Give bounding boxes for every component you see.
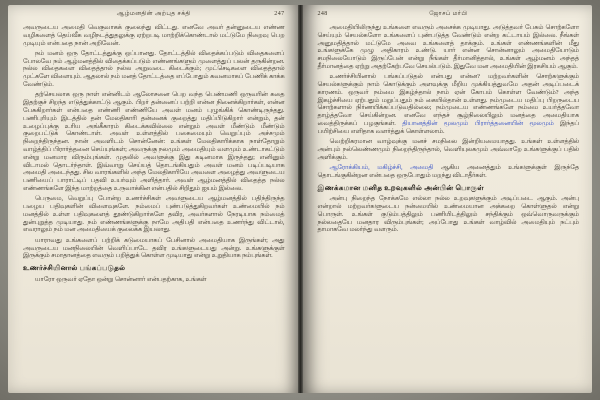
right-page-number: 248: [317, 11, 328, 17]
left-page: [8, 5, 298, 393]
paragraph: யாராவது உங்களைப் பற்றிக் கடுமையாகப் பேசினால் அமைதியாக இருங்கள்; அது அவருடைய மனநிலையின் வெளிப்பாடே தவிர உங்களுடையது அன்று. உங்களுக்குள் இருக்கும் சமாதானத்தை எவரும் பறித்துக் கொள்ள முடியாது என்று உறுதியாக நம்புங்கள்.: [23, 236, 285, 260]
paragraph: அமைதியிலிருந்து உங்களை எவரும் அசைக்க முடியாது. அடுத்தவர் பேசும் சொற்களோ செய்யும் செயல்களோ உங்களைப் புண்படுத்த வேண்டும் என்ற கட்டாயம் இல்லை. நீங்கள் அனுமதித்தால் மட்டுமே அவை உங்களைத் தாக்கும். உங்கள் எண்ணங்களின் மீது உங்களுக்கே முழு அதிகாரம் உண்டு. யார் என்ன சொன்னாலும் அமைதியோடும் சமநிலையோடும் இருப்பேன் என்று நீங்கள் தீர்மானித்தால், உங்கள் ஆழ்மனம் அந்தத் தீர்மானத்தை ஏற்று அதற்கேற்பவே செயல்படும். இதுவே மன அமைதியின் இரகசியம் ஆகும்.: [317, 24, 579, 70]
page-gutter: [298, 5, 303, 393]
paragraph: யாரோ ஒருவர் ஏதோ ஒன்று சொன்னார் என்பதற்காக, உங்கள்: [35, 275, 207, 283]
right-header-title: ஜோசப் மர்பி: [429, 11, 468, 17]
paragraph-text: இந்தப் பயிற்சியை எளிதாக வளர்த்துக் கொள்ளலாம்.: [317, 120, 579, 135]
paragraph: [318, 164, 580, 180]
paragraph: வெற்றிகரமான வாழ்வுக்கு மனச் சமநிலை இன்றியமையாதது. உங்கள் உள்ளத்தில் அன்பும் நல்லெண்ணமும் நிறைந்திருந்தால், வெளியுலகமும் அவ்வாறே உங்களுக்குப் பதில் அளிக்கும்.: [317, 138, 579, 161]
left-page-number: 247: [274, 11, 285, 17]
highlighted-text: தியானத்தின் மூலமும் பிரார்த்தனையின் மூலமும்: [402, 120, 554, 128]
right-page-content: [303, 5, 593, 241]
paragraph: தற்செயலாக ஒரு நாள் என்னிடம் ஆலோசனை பெற வந்த பெண்மணி ஒருவரின் கதை இதற்குச் சிறந்த எடுத்துக்காட்டு ஆகும். பிறர் தன்னைப் பற்றி என்ன நினைக்கிறார்கள், என்ன பேசுகிறார்கள் என்பதை எண்ணி எண்ணியே அவள் மனம் புழுங்கிக் கொண்டிருந்தது. பணிபுரியும் இடத்தில் தன் மேலதிகாரி தன்னைக் குறைத்து மதிப்பிடுகிறார் என்றும், தன் உழைப்புக்கு உரிய அங்கீகாரம் கிடைக்கவில்லை என்றும் அவள் மீண்டும் மீண்டும் குறைபட்டுக் கொண்டாள். அவள் உள்ளத்தில் பகைமையும் வெறுப்பும் அச்சமும் நிறைந்திருந்தன. நான் அவளிடம் சொன்னேன்: உங்கள் மேலதிகாரிக்காக நாள்தோறும் வாழ்த்திப் பிரார்த்தனை செய்யுங்கள்; அவருக்கு நலமும் அமைதியும் வளமும் உண்டாகட்டும் என்று மனமார விரும்புங்கள். முதலில் அவளுக்கு இது கடினமாக இருந்தது; எனினும் விடாமல் தொடர்ந்தாள். இவ்வாறு செய்யத் தொடங்கியதும் அவள் மனம் படிப்படியாக அமைதி அடைந்தது. சில வாரங்களில் அந்த மேலதிகாரியே அவளை அழைத்து அவளுடைய பணியைப் பாராட்டிப் பதவி உயர்வும் அளித்தார். அவள் ஆழ்மனத்தில் விதைத்த நல்ல எண்ணங்களே இந்த மாற்றத்தை உருவாக்கின என்பதில் சிறிதும் ஐயம் இல்லை.: [23, 91, 285, 192]
section-heading: உணர்ச்சியினால் பங்கப்படுதல்: [23, 264, 126, 273]
right-body-text: [318, 24, 580, 234]
paragraph: [318, 73, 580, 135]
section-heading: இணக்கமான மனித உறவுகளில் அன்பின் பொருள்: [317, 183, 484, 192]
left-page-content: [8, 5, 298, 290]
right-page: [303, 5, 593, 393]
paragraph-text: உணர்ச்சியினால் பங்கப்படுதல் என்பது என்ன? மற்றவர்களின் சொற்களுக்கும் செயல்களுக்கும் நாம் கொடுக்கும் அளவுக்கு மீறிய முக்கியத்துவமே அதன் அடிப்படைக் காரணம். ஒருவர் நம்மை இகழ்ந்தால் நாம் ஏன் கோபம் கொள்ள வேண்டும்? அந்த இகழ்ச்சியை ஏற்பதும் மறுப்பதும் நம் கையில்தான் உள்ளது. நம்முடைய மதிப்பு பிறருடைய சொற்களால் நிர்ணயிக்கப்படுவதில்லை; நம்முடைய எண்ணங்களே நம்மை உயர்த்தவோ தாழ்த்தவோ செய்கின்றன. எனவே எந்தச் சூழ்நிலையிலும் மனத்தை அமைதியாக வைத்திருக்கப் பழகுங்கள்.: [317, 73, 579, 128]
left-header-title: ஆழ்மனதின் அற்புத சக்தி: [116, 11, 191, 17]
paragraph: அவருடைய அமைதி வெகுவாகக் குலைந்து விட்டது. எனவே அவர் தன்னுடைய எண்ண வழிகளைத் தெய்வீக வழிநடத்துதலுக்கு ஏற்றபடி மாற்றிக்கொண்டால் மட்டுமே நிறைவு பெற முடியும் என்பதை நான் அறிவேன்.: [23, 24, 285, 47]
left-running-header: [23, 11, 285, 20]
right-running-header: [318, 11, 580, 20]
paragraph: அன்பு நிறைந்த நோக்கமே எல்லா நல்ல உறவுகளுக்கும் அடிப்படை ஆகும். அன்பு என்றால் மற்றவர்களுடைய நன்மையில் உண்மையான அக்கறை கொள்ளுதல் என்று பொருள். உங்கள் குடும்பத்திலும் பணியிடத்திலும் சந்திக்கும் ஒவ்வொருவருக்கும் நல்லதையே மனதார விரும்புங்கள்; அப்போது உங்கள் வாழ்வில் அமைதியும் நட்பும் தாமாகவே மலர்ந்து வளரும்.: [317, 195, 579, 234]
highlighted-text: ஆரோக்கியம், மகிழ்ச்சி, அமைதி: [329, 164, 434, 172]
paragraph: நம் மனம் ஒரு தோட்டத்துக்கு ஒப்பானது. தோட்டத்தில் விதைக்கப்படும் விதைகளைப் போலவே நம் ஆழ்மனத்தில் விதைக்கப்படும் எண்ணங்களும் முளைத்துப் பலன் தருகின்றன. நல்ல விதைகளை விதைத்தால் நல்ல அறுவடை கிடைக்கும்; முட்செடிகளை விதைத்தால் முட்களே விளையும். ஆதலால் நம் மனத் தோட்டத்தை எப்போதும் கவனமாகப் பேணிக் காக்க வேண்டும்.: [23, 49, 285, 89]
paragraph-text: ஆகிய அனைத்தும் உங்களுக்குள் இருந்தே தொடங்குகின்றன என்பதை ஒருபோதும் மறந்து விடாதீர்கள்.: [317, 164, 580, 179]
left-body-text: [23, 24, 285, 283]
paragraph: பெருமை, வெறுப்பு போன்ற உணர்ச்சிகள் அவளுடைய ஆழ்மனத்தில் பதிந்திருந்த பழைய பதிவுகளின் விளைவுகளே. நம்மைப் புண்படுத்துகிறவர்கள் உண்மையில் நம் மனத்தில் உள்ள பதிவுகளைத் தூண்டுகிறார்களே தவிர, அவர்களால் நேரடியாக நம்மைத் துன்புறுத்த முடியாது. நம் எண்ணங்களுக்கு நாமே அதிபதி என்பதை உணர்ந்து விட்டால், எவராலும் நம் மன அமைதியைக் குலைக்க இயலாது.: [23, 195, 285, 234]
